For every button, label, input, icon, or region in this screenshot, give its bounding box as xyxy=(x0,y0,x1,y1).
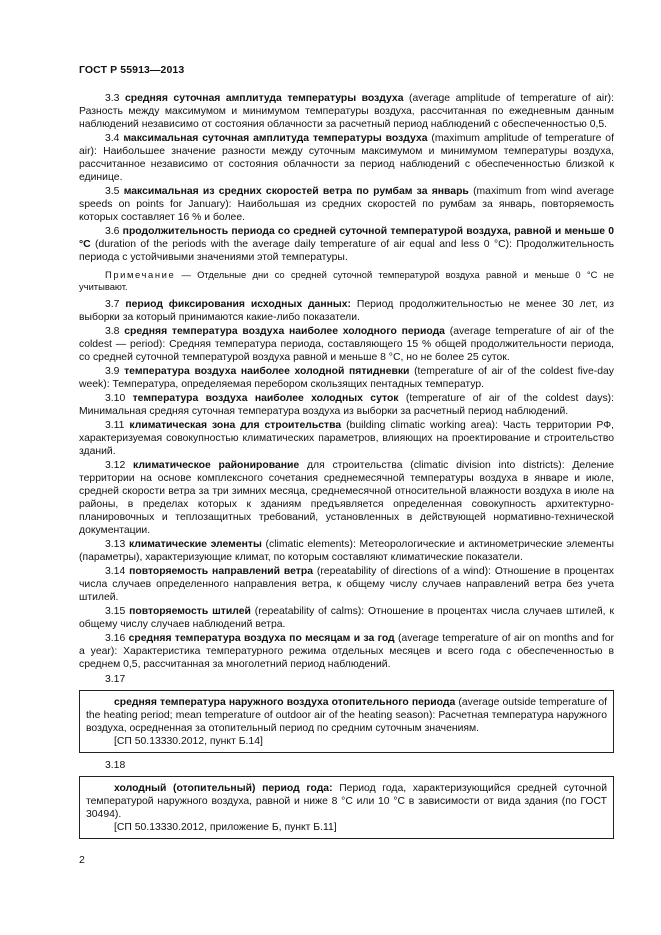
item-number: 3.6 xyxy=(105,226,120,237)
item-definition: (repeatability of calms): Отношение в процентах числа случаев штилей, к общему числу случаев наблюдений ветра. xyxy=(79,606,614,630)
boxed-term: средняя температура наружного воздуха отопительного периода xyxy=(114,697,456,708)
definition-item xyxy=(79,632,614,671)
item-number: 3.10 xyxy=(105,393,126,404)
definition-item xyxy=(79,565,614,604)
item-number: 3.9 xyxy=(105,366,120,377)
item-term: повторяемость штилей xyxy=(129,606,251,617)
item-number: 3.14 xyxy=(105,566,126,577)
item-definition: (duration of the periods with the average daily temperature of air equal and less 0 °C): Продолжительность периода с устойчивыми значениями этой температуры. xyxy=(79,239,614,263)
definition-item xyxy=(79,538,614,564)
item-definition: (maximum from wind average speeds on points for January): Наибольшая из средних скоростей по румбам за январь, повторяемость которых составляет 16 % и более. xyxy=(79,186,614,223)
definition-item xyxy=(79,365,614,391)
item-definition: Период продолжительностью не менее 30 лет, из выборки за который принимаются какие-либо показатели. xyxy=(79,299,614,323)
document-body xyxy=(79,92,614,845)
item-number: 3.13 xyxy=(105,539,126,550)
item-term: средняя температура воздуха наиболее холодного периода xyxy=(124,326,445,337)
item-term: средняя суточная амплитуда температуры воздуха xyxy=(125,93,404,104)
item-term: продолжительность периода со средней суточной температурой воздуха, равной и меньше 0 °С xyxy=(79,226,615,250)
boxed-definition xyxy=(79,776,614,839)
item-definition: (maximum amplitude of temperature of air): Наибольшее значение разности между суточным максимумом и минимумом температуры воздуха, рассчитанное независимо от состояния облачности за период наблюдений с обеспеченностью близкой к единице. xyxy=(79,133,614,183)
item-number: 3.15 xyxy=(105,606,126,617)
item-number: 3.5 xyxy=(105,186,120,197)
item-definition: (temperature of air of the coldest five-day week): Температура, определяемая перебором скользящих пентадных температур. xyxy=(79,366,614,390)
note-text: — Отдельные дни со средней суточной температурой воздуха равной и меньше 0 °С не учитывают. xyxy=(79,269,614,292)
definition-item xyxy=(79,325,614,364)
item-number: 3.8 xyxy=(105,326,120,337)
item-definition: (climatic elements): Метеорологические и актинометрические элементы (параметры), характеризующие климат, по которым составляют климатические показатели. xyxy=(79,539,614,563)
definition-item xyxy=(79,605,614,631)
item-definition: (temperature of air of the coldest days): Минимальная средняя суточная температура воздуха из выборки за расчетный период наблюдений. xyxy=(79,393,615,417)
page-number: 2 xyxy=(79,854,85,866)
boxed-definition-text xyxy=(86,782,607,821)
item-definition: (average temperature of air on months and for a year): Характеристика температурного режима отдельных месяцев и всего года с обеспеченностью в среднем 0,5, рассчитанная за многолетний период наблюдений. xyxy=(79,633,615,670)
item-term: период фиксирования исходных данных: xyxy=(125,299,352,310)
item-term: повторяемость направлений ветра xyxy=(129,566,314,577)
definition-item xyxy=(79,92,614,131)
item-term: температура воздуха наиболее холодных суток xyxy=(132,393,399,404)
item-term: максимальная суточная амплитуда температуры воздуха xyxy=(123,133,428,144)
definition-item xyxy=(79,132,614,184)
item-definition: (average amplitude of temperature of air): Разность между максимумом и минимумом температуры воздуха, рассчитанная по ежедневным данным наблюдений независимо от состояния облачности за расчетный период наблюдений с обеспеченностью 0,5. xyxy=(79,93,615,130)
boxed-item-number: 3.18 xyxy=(105,760,126,771)
definition-item xyxy=(79,298,614,324)
item-number: 3.3 xyxy=(105,93,120,104)
document-header: ГОСТ Р 55913—2013 xyxy=(79,64,185,76)
item-number: 3.4 xyxy=(105,133,120,144)
item-definition: (repeatability of directions of a wind): Отношение в процентах числа случаев определенного направления ветра, к общему числу случаев направлений ветра без учета штилей. xyxy=(79,566,615,603)
boxed-definition xyxy=(79,690,614,753)
item-definition: (average temperature of air of the coldest — period): Средняя температура периода, составляющего 15 % общей продолжительности периода, со средней суточной температурой воздуха равной и меньше 8 °С, но не более 25 суток. xyxy=(79,326,614,363)
boxed-item-number: 3.17 xyxy=(105,674,126,685)
boxed-definition-text xyxy=(86,696,607,735)
item-term: температура воздуха наиболее холодной пятидневки xyxy=(124,366,410,377)
item-number: 3.7 xyxy=(105,299,120,310)
boxed-text: Период года, характеризующийся средней суточной температурой наружного воздуха, равной и ниже 8 °С или 10 °С в зависимости от вида здания (по ГОСТ 30494). xyxy=(86,783,608,820)
item-term: климатическая зона для строительства xyxy=(129,420,342,431)
source-reference: [СП 50.13330.2012, приложение Б, пункт Б.11] xyxy=(114,822,337,833)
item-term: максимальная из средних скоростей ветра по румбам за январь xyxy=(123,186,469,197)
definition-item xyxy=(79,392,614,418)
item-term: средняя температура воздуха по месяцам и за год xyxy=(128,633,395,644)
definition-item xyxy=(79,185,614,224)
definition-item xyxy=(79,225,614,264)
boxed-term: холодный (отопительный) период года: xyxy=(114,783,333,794)
definition-item xyxy=(79,419,614,458)
item-definition: для строительства (climatic division into districts): Деление территории на основе комплексного сочетания среднемесячной температуры воздуха в январе и июле, средней скорости ветра за три зимних месяца, среднемесячной относительной влажности воздуха в июле на районы, в пределах которых к зданиям предъявляется определенная совокупность архитектурно-планировочных и теплозащитных требований, установленных в действующей нормативно-технической документации. xyxy=(79,460,614,536)
item-definition: (building climatic working area): Часть территории РФ, характеризуемая совокупностью климатических параметров, влияющих на проектирование и строительство зданий. xyxy=(79,420,615,457)
note-label: Примечание xyxy=(105,269,176,280)
item-number: 3.16 xyxy=(105,633,126,644)
note xyxy=(79,269,614,293)
item-term: климатическое районирование xyxy=(133,460,300,471)
definition-item xyxy=(79,459,614,537)
boxed-text: (average outside temperature of the heating period; mean temperature of outdoor air of the heating season): Расчетная температура наружного воздуха, осредненная за отопительный период по средним суточным значениям. xyxy=(86,697,607,734)
source-reference: [СП 50.13330.2012, пункт Б.14] xyxy=(114,736,263,747)
item-number: 3.11 xyxy=(105,420,125,431)
item-term: климатические элементы xyxy=(128,539,262,550)
item-number: 3.12 xyxy=(105,460,126,471)
